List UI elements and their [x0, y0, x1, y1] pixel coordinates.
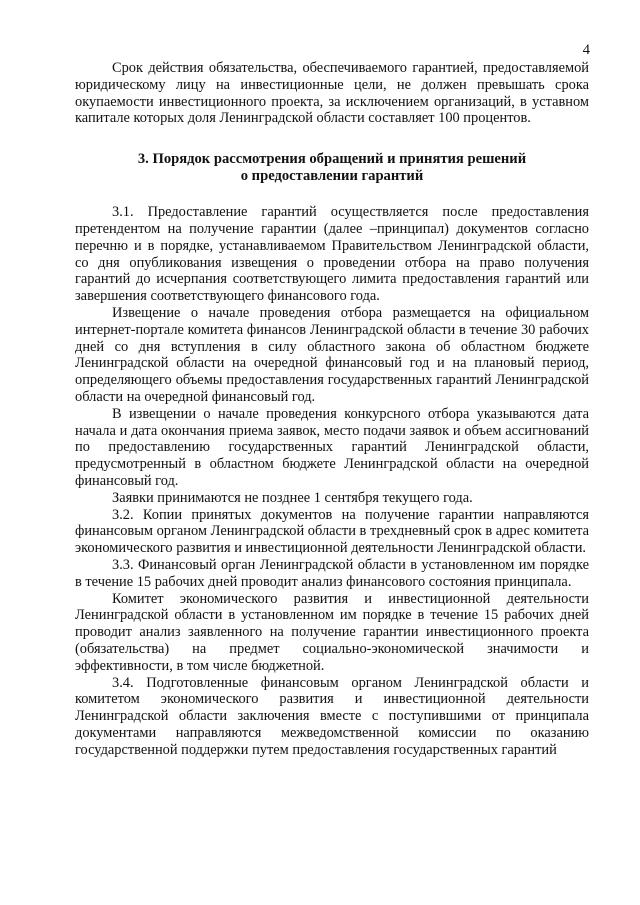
section-heading-line-1: 3. Порядок рассмотрения обращений и принятия решений	[137, 151, 527, 168]
paragraph-selection-notice: Извещение о начале проведения отбора размещается на официальном интернет-портале комитета финансов Ленинградской области в течение 30 рабочих дней со дня вступления в силу областного закона об областном бюджете Ленинградской области на очередной финансовый год и на плановый период, определяющего объемы предоставления государственных гарантий Ленинградской области на очередной финансовый год.	[75, 304, 589, 405]
paragraph-committee-analysis: Комитет экономического развития и инвестиционной деятельности Ленинградской области в установленном им порядке в течение 15 рабочих дней проводит анализ заявленного на получение гарантии инвестиционного проекта (обязательства) на предмет социально-экономической значимости и эффективности, в том числе бюджетной.	[75, 590, 589, 674]
paragraph-3-2: 3.2. Копии принятых документов на получение гарантии направляются финансовым органом Ленинградской области в трехдневный срок в адрес комитета экономического развития и инвестиционной деятельности Ленинградской области.	[75, 506, 589, 557]
paragraph-application-deadline: Заявки принимаются не позднее 1 сентября текущего года.	[112, 489, 473, 506]
document-body	[75, 60, 589, 758]
section-heading-line-2: о предоставлении гарантий	[240, 168, 424, 185]
paragraph-notice-contents: В извещении о начале проведения конкурсного отбора указываются дата начала и дата окончания приема заявок, место подачи заявок и объем ассигнований по предоставлению государственных гарантий Ленинградской области, предусмотренный в областном бюджете Ленинградской области на очередной финансовый год.	[75, 405, 589, 489]
section-heading	[75, 151, 589, 185]
paragraph-3-3: 3.3. Финансовый орган Ленинградской области в установленном им порядке в течение 15 рабочих дней проводит анализ финансового состояния принципала.	[75, 556, 589, 590]
paragraph-term-of-obligation: Срок действия обязательства, обеспечиваемого гарантией, предоставляемой юридическому лицу на инвестиционные цели, не должен превышать срока окупаемости инвестиционного проекта, за исключением организаций, в уставном капитале которых доля Ленинградской области составляет 100 процентов.	[75, 60, 589, 127]
paragraph-3-1: 3.1. Предоставление гарантий осуществляется после предоставления претендентом на получение гарантии (далее –принципал) документов согласно перечню и в порядке, устанавливаемом Правительством Ленинградской области, со дня опубликования извещения о проведении отбора на право получения гарантий до исчерпания соответствующего лимита предоставления гарантий или завершения соответствующего финансового года.	[75, 204, 589, 305]
paragraph-3-4: 3.4. Подготовленные финансовым органом Ленинградской области и комитетом экономического развития и инвестиционной деятельности Ленинградской области заключения вместе с поступившими от принципала документами направляются межведомственной комиссии по оказанию государственной поддержки путем предоставления государственных гарантий	[75, 674, 589, 758]
page-number: 4	[582, 42, 590, 58]
